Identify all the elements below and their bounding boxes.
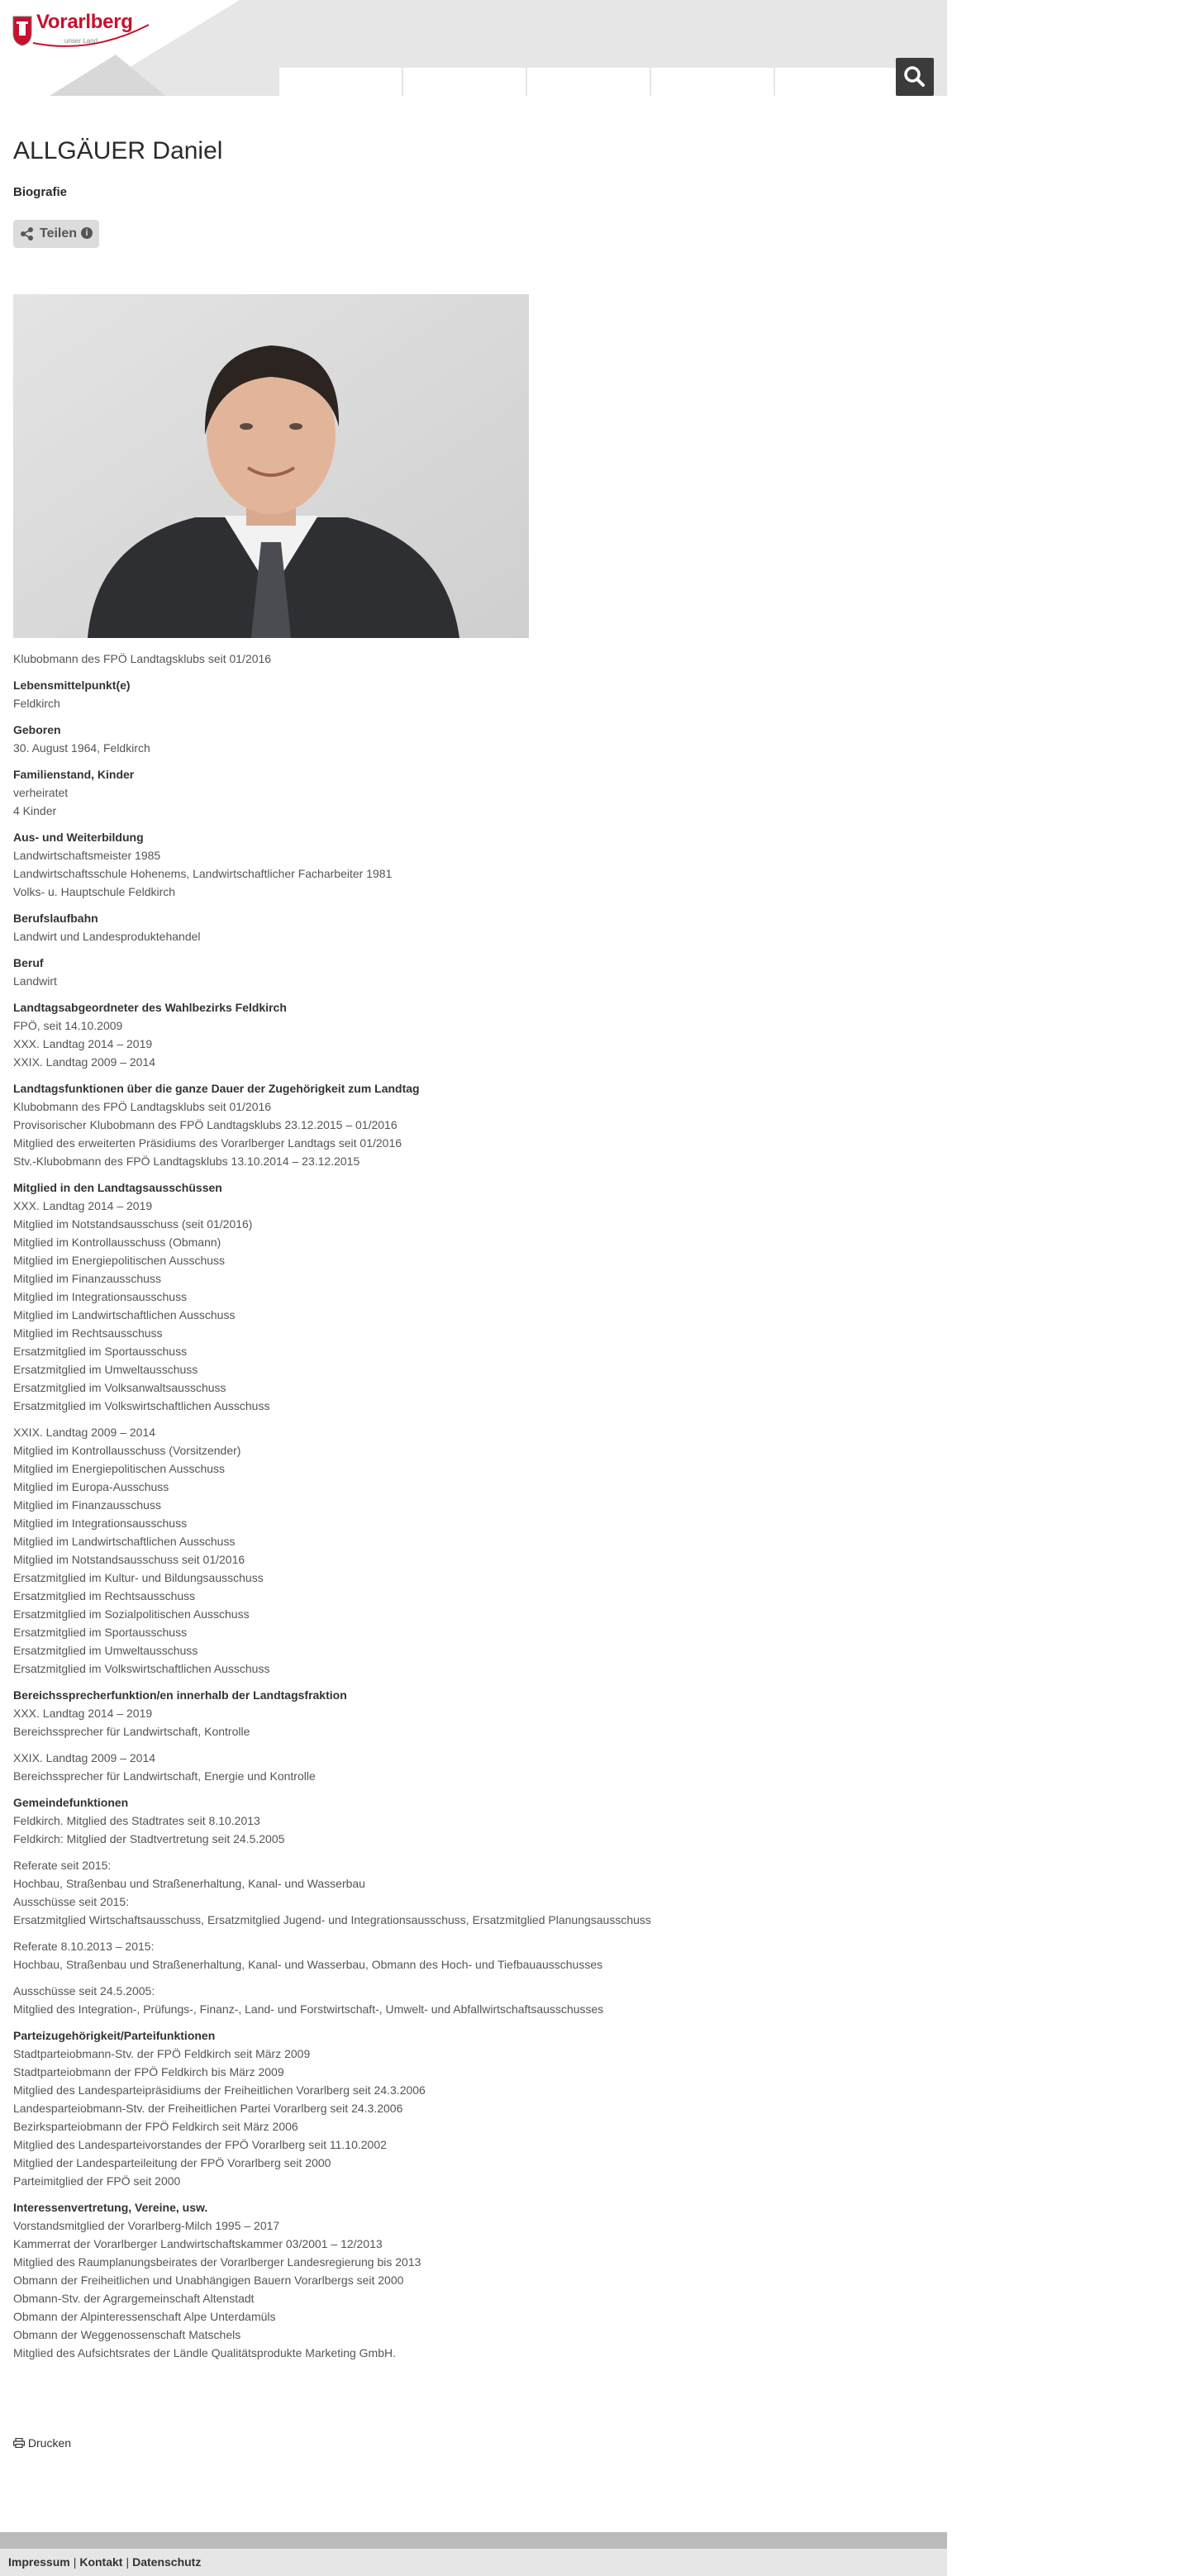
bio-block <box>13 1017 931 1071</box>
bio-line: Stadtparteiobmann-Stv. der FPÖ Feldkirch seit März 2009 <box>13 2047 311 2060</box>
bio-line: Stadtparteiobmann der FPÖ Feldkirch bis März 2009 <box>13 2065 284 2078</box>
bio-line: Ersatzmitglied im Sportausschuss <box>13 1626 188 1639</box>
bio-line: Landesparteiobmann-Stv. der Freiheitlichen Partei Vorarlberg seit 24.3.2006 <box>13 2102 403 2115</box>
bio-section-title: Gemeindefunktionen <box>13 1796 129 1809</box>
bio-line: Feldkirch: Mitglied der Stadtvertretung seit 24.5.2005 <box>13 1832 285 1845</box>
bio-line: Mitglied im Kontrollausschuss (Obmann) <box>13 1236 221 1249</box>
search-button[interactable] <box>896 58 934 96</box>
bio-block <box>13 846 931 901</box>
bio-line: Ersatzmitglied im Volkswirtschaftlichen Ausschuss <box>13 1399 270 1412</box>
bio-block <box>13 1704 931 1740</box>
bio-line: Mitglied im Europa-Ausschuss <box>13 1480 169 1493</box>
bio-section <box>13 721 931 757</box>
bio-line: FPÖ, seit 14.10.2009 <box>13 1019 123 1032</box>
site-footer <box>0 2549 947 2576</box>
bio-line: Mitglied im Energiepolitischen Ausschuss <box>13 1254 226 1267</box>
bio-section-title: Berufslaufbahn <box>13 912 98 925</box>
print-icon <box>13 2438 25 2448</box>
bio-line: Mitglied im Finanzausschuss <box>13 1272 161 1285</box>
bio-line: Obmann der Freiheitlichen und Unabhängigen Bauern Vorarlbergs seit 2000 <box>13 2274 404 2287</box>
bio-line: XXX. Landtag 2014 – 2019 <box>13 1707 153 1720</box>
bio-block <box>13 1856 931 1929</box>
nav-item-3[interactable] <box>527 68 651 96</box>
bio-section-title: Bereichssprecherfunktion/en innerhalb der Landtagsfraktion <box>13 1688 347 1702</box>
bio-section <box>13 1079 931 1170</box>
bio-line: Bereichssprecher für Landwirtschaft, Energie und Kontrolle <box>13 1769 316 1783</box>
bio-line: XXIX. Landtag 2009 – 2014 <box>13 1055 156 1069</box>
footer-link-datenschutz[interactable]: Datenschutz <box>132 2555 202 2569</box>
bio-sections <box>13 676 931 2362</box>
print-link[interactable] <box>13 2436 71 2450</box>
coat-of-arms-icon <box>12 15 33 46</box>
nav-item-4[interactable] <box>651 68 775 96</box>
bio-line: Mitglied im Finanzausschuss <box>13 1498 161 1512</box>
bio-line: Mitglied des Integration-, Prüfungs-, Finanz-, Land- und Forstwirtschaft-, Umwelt- und Abfallwirtschaftsausschusses <box>13 2002 604 2016</box>
bio-line: Mitglied im Notstandsausschuss (seit 01/2016) <box>13 1217 253 1231</box>
bio-block <box>13 972 931 990</box>
logo-area[interactable] <box>0 0 240 96</box>
bio-section-title: Familienstand, Kinder <box>13 768 135 781</box>
bio-line: Ersatzmitglied im Volksanwaltsausschuss <box>13 1381 226 1394</box>
footer-links <box>8 2555 201 2569</box>
bio-line: Provisorischer Klubobmann des FPÖ Landtagsklubs 23.12.2015 – 01/2016 <box>13 1118 397 1131</box>
bio-block <box>13 1812 931 1848</box>
bio-line: Ersatzmitglied im Rechtsausschuss <box>13 1589 196 1602</box>
bio-line: Ausschüsse seit 24.5.2005: <box>13 1984 155 1997</box>
footer-separator: | <box>73 2555 77 2569</box>
nav-item-1[interactable] <box>279 68 403 96</box>
bio-line: Feldkirch <box>13 697 60 710</box>
info-icon[interactable]: i <box>81 227 93 239</box>
bio-section <box>13 828 931 901</box>
bio-line: Landwirtschaftsmeister 1985 <box>13 849 161 862</box>
footer-divider-bar <box>0 2532 947 2549</box>
bio-line: Feldkirch. Mitglied des Stadtrates seit 8.10.2013 <box>13 1814 260 1827</box>
bio-section <box>13 2026 931 2190</box>
bio-line: 4 Kinder <box>13 804 57 817</box>
site-header <box>0 0 947 96</box>
bio-block <box>13 694 931 712</box>
bio-line: Mitglied des Landesparteivorstandes der FPÖ Vorarlberg seit 11.10.2002 <box>13 2138 387 2151</box>
bio-line: Ersatzmitglied im Kultur- und Bildungsausschuss <box>13 1571 264 1584</box>
bio-line: Ersatzmitglied im Umweltausschuss <box>13 1363 198 1376</box>
nav-item-5[interactable] <box>775 68 899 96</box>
bio-section <box>13 1793 931 2018</box>
bio-line: Bezirksparteiobmann der FPÖ Feldkirch seit März 2006 <box>13 2120 298 2133</box>
bio-section-title: Geboren <box>13 723 61 736</box>
bio-line: Mitglied im Kontrollausschuss (Vorsitzender) <box>13 1444 241 1457</box>
bio-lead: Klubobmann des FPÖ Landtagsklubs seit 01/2016 <box>13 652 272 665</box>
bio-block <box>13 1749 931 1785</box>
bio-line: Parteimitglied der FPÖ seit 2000 <box>13 2174 181 2188</box>
bio-section-title: Lebensmittelpunkt(e) <box>13 679 131 692</box>
bio-line: Mitglied der Landesparteileitung der FPÖ Vorarlberg seit 2000 <box>13 2156 331 2169</box>
bio-line: Obmann-Stv. der Agrargemeinschaft Altenstadt <box>13 2292 255 2305</box>
bio-line: Mitglied im Integrationsausschuss <box>13 1290 188 1303</box>
bio-line: XXIX. Landtag 2009 – 2014 <box>13 1426 156 1439</box>
nav-item-2[interactable] <box>403 68 527 96</box>
share-button[interactable] <box>13 220 99 248</box>
footer-link-kontakt[interactable]: Kontakt <box>79 2555 123 2569</box>
bio-block <box>13 1982 931 2018</box>
bio-line: Vorstandsmitglied der Vorarlberg-Milch 1995 – 2017 <box>13 2219 280 2232</box>
bio-line: Obmann der Weggenossenschaft Matschels <box>13 2328 241 2341</box>
bio-section <box>13 1686 931 1785</box>
bio-line: XXX. Landtag 2014 – 2019 <box>13 1037 153 1050</box>
bio-line: Hochbau, Straßenbau und Straßenerhaltung, Kanal- und Wasserbau, Obmann des Hoch- und Tiefbauausschusses <box>13 1958 603 1971</box>
print-label: Drucken <box>27 2436 72 2450</box>
bio-line: Mitglied im Integrationsausschuss <box>13 1517 188 1530</box>
portrait-photo <box>13 294 529 638</box>
bio-line: XXX. Landtag 2014 – 2019 <box>13 1199 153 1212</box>
bio-line: Mitglied des erweiterten Präsidiums des Vorarlberger Landtags seit 01/2016 <box>13 1136 402 1150</box>
bio-line: Stv.-Klubobmann des FPÖ Landtagsklubs 13.10.2014 – 23.12.2015 <box>13 1155 360 1168</box>
bio-line: Mitglied im Energiepolitischen Ausschuss <box>13 1462 226 1475</box>
bio-section <box>13 765 931 820</box>
bio-section <box>13 1178 931 1678</box>
bio-section <box>13 676 931 712</box>
bio-line: Kammerrat der Vorarlberger Landwirtschaftskammer 03/2001 – 12/2013 <box>13 2237 383 2250</box>
bio-block <box>13 1423 931 1678</box>
bio-section-title: Parteizugehörigkeit/Parteifunktionen <box>13 2029 216 2042</box>
bio-section <box>13 998 931 1071</box>
page-subtitle: Biografie <box>13 185 68 199</box>
page-title: ALLGÄUER Daniel <box>13 137 223 164</box>
bio-line: Bereichssprecher für Landwirtschaft, Kontrolle <box>13 1725 250 1738</box>
bio-line: Mitglied des Aufsichtsrates der Ländle Qualitätsprodukte Marketing GmbH. <box>13 2346 397 2359</box>
bio-line: 30. August 1964, Feldkirch <box>13 741 150 755</box>
bio-line: Mitglied im Landwirtschaftlichen Ausschuss <box>13 1308 236 1321</box>
bio-block <box>13 783 931 820</box>
bio-section <box>13 2198 931 2362</box>
logo-subtext: unser Land <box>64 37 98 45</box>
bio-line: Landwirt <box>13 974 57 988</box>
bio-line: Referate 8.10.2013 – 2015: <box>13 1940 155 1953</box>
bio-section-title: Landtagsfunktionen über die ganze Dauer der Zugehörigkeit zum Landtag <box>13 1082 420 1095</box>
logo-text: Vorarlberg <box>36 11 133 33</box>
bio-line: Ersatzmitglied im Sozialpolitischen Ausschuss <box>13 1607 250 1621</box>
bio-line: Klubobmann des FPÖ Landtagsklubs seit 01/2016 <box>13 1100 272 1113</box>
bio-line: Ausschüsse seit 2015: <box>13 1895 130 1908</box>
bio-block <box>13 927 931 945</box>
footer-link-impressum[interactable]: Impressum <box>8 2555 70 2569</box>
bio-section-title: Interessenvertretung, Vereine, usw. <box>13 2201 208 2214</box>
main-navigation <box>279 68 899 96</box>
bio-section <box>13 909 931 945</box>
bio-line: Mitglied im Landwirtschaftlichen Ausschuss <box>13 1535 236 1548</box>
bio-line: Hochbau, Straßenbau und Straßenerhaltung, Kanal- und Wasserbau <box>13 1877 365 1890</box>
bio-line: Referate seit 2015: <box>13 1859 112 1872</box>
bio-block <box>13 2045 931 2190</box>
bio-line: Obmann der Alpinteressenschaft Alpe Unterdamüls <box>13 2310 276 2323</box>
bio-line: Mitglied des Landesparteipräsidiums der Freiheitlichen Vorarlberg seit 24.3.2006 <box>13 2083 426 2097</box>
bio-section-title: Mitglied in den Landtagsausschüssen <box>13 1181 222 1194</box>
bio-line: Mitglied im Rechtsausschuss <box>13 1326 163 1340</box>
bio-line: XXIX. Landtag 2009 – 2014 <box>13 1751 156 1764</box>
bio-section <box>13 954 931 990</box>
share-label: Teilen <box>40 226 78 240</box>
bio-block <box>13 2217 931 2362</box>
bio-line: Mitglied des Raumplanungsbeirates der Vorarlberger Landesregierung bis 2013 <box>13 2255 421 2269</box>
bio-block <box>13 1937 931 1974</box>
bio-line: Ersatzmitglied im Volkswirtschaftlichen Ausschuss <box>13 1662 270 1675</box>
bio-line: Landwirtschaftsschule Hohenems, Landwirtschaftlicher Facharbeiter 1981 <box>13 867 393 880</box>
bio-section-title: Aus- und Weiterbildung <box>13 831 144 844</box>
bio-line: Ersatzmitglied Wirtschaftsausschuss, Ersatzmitglied Jugend- und Integrationsausschuss, Ersatzmitglied Planungsausschuss <box>13 1913 651 1926</box>
bio-block <box>13 1098 931 1170</box>
bio-section-title: Beruf <box>13 956 44 969</box>
bio-line: Mitglied im Notstandsausschuss seit 01/2016 <box>13 1553 245 1566</box>
footer-separator: | <box>126 2555 130 2569</box>
share-icon <box>20 226 35 241</box>
bio-line: verheiratet <box>13 786 69 799</box>
search-icon <box>896 58 934 96</box>
bio-line: Ersatzmitglied im Umweltausschuss <box>13 1644 198 1657</box>
bio-line: Landwirt und Landesproduktehandel <box>13 930 201 943</box>
bio-block <box>13 1197 931 1415</box>
bio-block <box>13 739 931 757</box>
bio-line: Ersatzmitglied im Sportausschuss <box>13 1345 188 1358</box>
bio-section-title: Landtagsabgeordneter des Wahlbezirks Feldkirch <box>13 1001 287 1014</box>
bio-line: Volks- u. Hauptschule Feldkirch <box>13 885 176 898</box>
biography-content <box>13 650 931 2370</box>
